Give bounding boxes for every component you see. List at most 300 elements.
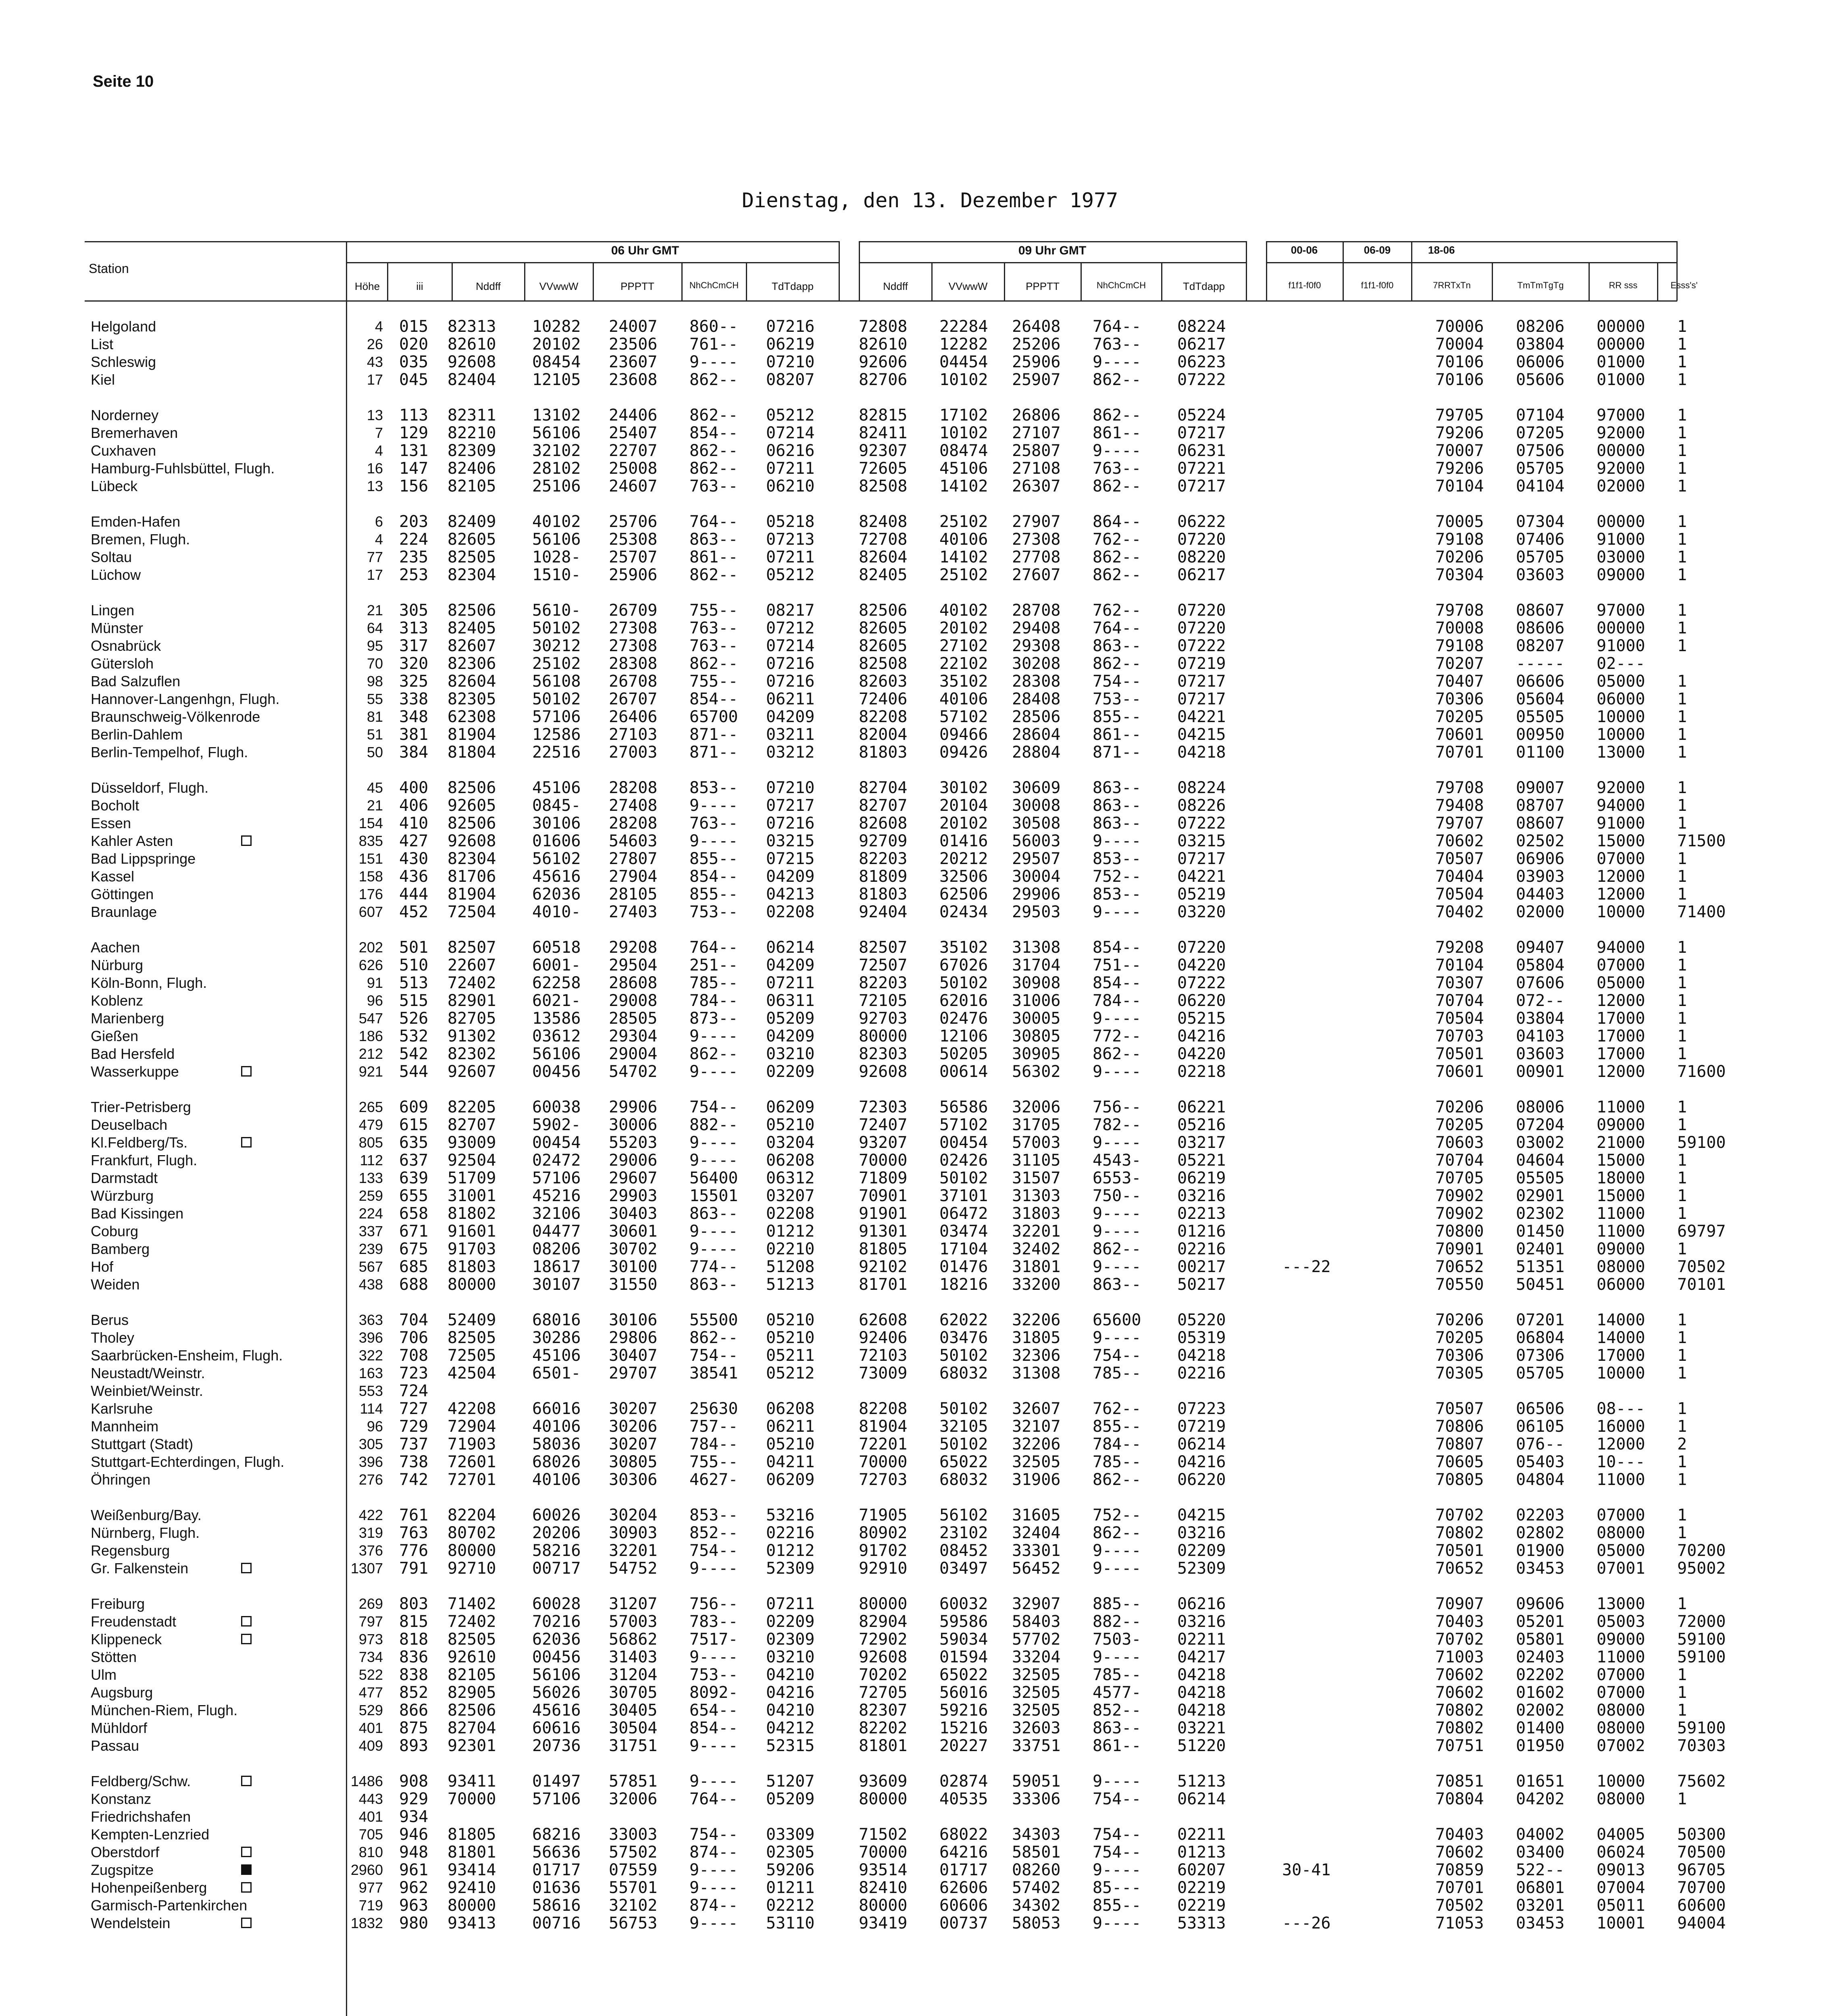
obs06-value: 764-- bbox=[689, 938, 738, 957]
obs06-value: 92410 bbox=[448, 1879, 496, 1897]
temp-value: 08606 bbox=[1516, 619, 1565, 637]
snow-value: 1 bbox=[1677, 406, 1687, 425]
obs06-value: 32102 bbox=[532, 442, 581, 460]
obs09-value: 92406 bbox=[859, 1329, 908, 1347]
gust-value: ---22 bbox=[1282, 1258, 1331, 1276]
station-elevation: 835 bbox=[358, 833, 383, 849]
station-name: Aachen bbox=[91, 939, 140, 956]
obs09-value: 57102 bbox=[939, 1116, 988, 1134]
obs09-value: 9---- bbox=[1093, 1648, 1141, 1666]
table-row bbox=[0, 638, 1828, 654]
precip-value: 01000 bbox=[1597, 353, 1645, 371]
obs06-value: 81802 bbox=[448, 1204, 496, 1223]
obs06-value: 07212 bbox=[766, 619, 815, 637]
obs09-value: 04221 bbox=[1177, 867, 1226, 886]
station-index: 671 bbox=[399, 1222, 429, 1241]
obs06-value: 04209 bbox=[766, 867, 815, 886]
obs06-value: 27807 bbox=[609, 850, 658, 868]
temp-value: 05505 bbox=[1516, 708, 1565, 726]
temp-value: 05201 bbox=[1516, 1612, 1565, 1631]
mountain-station-box-icon bbox=[241, 1137, 252, 1148]
obs09-value: 06219 bbox=[1177, 1169, 1226, 1187]
obs06-value: 05212 bbox=[766, 406, 815, 425]
extreme-temp-value: 70008 bbox=[1435, 619, 1484, 637]
obs06-value: 81801 bbox=[448, 1843, 496, 1862]
station-name: Lüchow bbox=[91, 566, 141, 583]
temp-value: 072-- bbox=[1516, 991, 1565, 1010]
obs06-value: 00717 bbox=[532, 1559, 581, 1578]
obs06-value: 860-- bbox=[689, 317, 738, 336]
obs09-value: 04220 bbox=[1177, 1045, 1226, 1063]
obs06-value: 56636 bbox=[532, 1843, 581, 1862]
obs06-value: 25102 bbox=[532, 654, 581, 673]
obs09-value: 33204 bbox=[1012, 1648, 1061, 1666]
col06-3: NhChCmCH bbox=[689, 280, 739, 290]
extreme-temp-value: 70901 bbox=[1435, 1240, 1484, 1258]
precip-value: 15000 bbox=[1597, 832, 1645, 850]
table-row bbox=[0, 602, 1828, 619]
precip-value: 07000 bbox=[1597, 956, 1645, 975]
obs09-value: 82904 bbox=[859, 1612, 908, 1631]
station-index: 763 bbox=[399, 1524, 429, 1542]
obs09-value: 785-- bbox=[1093, 1453, 1141, 1471]
obs06-value: 31403 bbox=[609, 1648, 658, 1666]
col06-0: Nddff bbox=[476, 280, 501, 292]
obs06-value: 25308 bbox=[609, 530, 658, 549]
extreme-temp-value: 70307 bbox=[1435, 974, 1484, 992]
snow-value: 70500 bbox=[1677, 1843, 1726, 1862]
precip-value: 17000 bbox=[1597, 1027, 1645, 1045]
obs06-value: 72505 bbox=[448, 1346, 496, 1365]
obs09-value: 852-- bbox=[1093, 1701, 1141, 1720]
temp-value: 03453 bbox=[1516, 1559, 1565, 1578]
obs06-value: 32102 bbox=[609, 1896, 658, 1915]
snow-value: 69797 bbox=[1677, 1222, 1726, 1241]
obs06-value: 871-- bbox=[689, 725, 738, 744]
extreme-temp-value: 79206 bbox=[1435, 424, 1484, 442]
obs09-value: 20102 bbox=[939, 814, 988, 833]
station-elevation: 401 bbox=[358, 1808, 383, 1825]
obs09-value: 02211 bbox=[1177, 1825, 1226, 1844]
temp-value: 03804 bbox=[1516, 335, 1565, 354]
obs06-value: 26708 bbox=[609, 672, 658, 691]
station-name: Ulm bbox=[91, 1666, 117, 1683]
extreme-temp-value: 70701 bbox=[1435, 743, 1484, 762]
table-row bbox=[0, 407, 1828, 423]
obs06-value: 27103 bbox=[609, 725, 658, 744]
precip-value: 10--- bbox=[1597, 1453, 1645, 1471]
precip-value: 06000 bbox=[1597, 1275, 1645, 1294]
obs06-value: 251-- bbox=[689, 956, 738, 975]
precip-value: 07000 bbox=[1597, 1506, 1645, 1524]
obs06-value: 28308 bbox=[609, 654, 658, 673]
table-row bbox=[0, 1897, 1828, 1914]
station-index: 515 bbox=[399, 991, 429, 1010]
table-row bbox=[0, 336, 1828, 352]
station-name: Hannover-Langenhgn, Flugh. bbox=[91, 691, 280, 707]
obs06-value: 82313 bbox=[448, 317, 496, 336]
obs09-value: 32306 bbox=[1012, 1346, 1061, 1365]
table-row bbox=[0, 1525, 1828, 1541]
obs09-value: 01717 bbox=[939, 1861, 988, 1879]
table-row bbox=[0, 1667, 1828, 1683]
obs06-value: 52309 bbox=[766, 1559, 815, 1578]
obs09-value: 10102 bbox=[939, 424, 988, 442]
snow-value: 1 bbox=[1677, 725, 1687, 744]
obs09-value: 30908 bbox=[1012, 974, 1061, 992]
obs06-value: 5902- bbox=[532, 1116, 581, 1134]
obs06-value: 30702 bbox=[609, 1240, 658, 1258]
obs06-value: 24607 bbox=[609, 477, 658, 496]
obs09-value: 863-- bbox=[1093, 1719, 1141, 1737]
obs09-value: 9---- bbox=[1093, 1861, 1141, 1879]
obs09-value: 750-- bbox=[1093, 1187, 1141, 1205]
station-name: Koblenz bbox=[91, 992, 144, 1009]
station-elevation: 16 bbox=[366, 460, 383, 477]
snow-value: 1 bbox=[1677, 424, 1687, 442]
obs06-value: 07210 bbox=[766, 353, 815, 371]
temp-value: 07204 bbox=[1516, 1116, 1565, 1134]
station-index: 929 bbox=[399, 1790, 429, 1808]
station-index: 688 bbox=[399, 1275, 429, 1294]
obs09-value: 70000 bbox=[859, 1453, 908, 1471]
obs09-value: 92703 bbox=[859, 1009, 908, 1028]
obs09-value: 59216 bbox=[939, 1701, 988, 1720]
table-row bbox=[0, 1206, 1828, 1222]
obs09-value: 862-- bbox=[1093, 654, 1141, 673]
snow-value: 71500 bbox=[1677, 832, 1726, 850]
station-name: Osnabrück bbox=[91, 637, 161, 654]
mountain-station-box-icon bbox=[241, 1616, 252, 1627]
obs06-value: 60038 bbox=[532, 1098, 581, 1116]
obs09-value: 753-- bbox=[1093, 690, 1141, 708]
obs06-value: 754-- bbox=[689, 1346, 738, 1365]
obs06-value: 04209 bbox=[766, 956, 815, 975]
obs06-value: 72402 bbox=[448, 1612, 496, 1631]
obs06-value: 27904 bbox=[609, 867, 658, 886]
obs09-value: 28604 bbox=[1012, 725, 1061, 744]
obs06-value: 12586 bbox=[532, 725, 581, 744]
station-name: Lingen bbox=[91, 602, 135, 619]
station-index: 129 bbox=[399, 424, 429, 442]
obs06-value: 82505 bbox=[448, 1329, 496, 1347]
obs09-value: 50217 bbox=[1177, 1275, 1226, 1294]
table-row bbox=[0, 1312, 1828, 1328]
temp-value: 02401 bbox=[1516, 1240, 1565, 1258]
station-elevation: 158 bbox=[358, 868, 383, 885]
precip-value: 10000 bbox=[1597, 903, 1645, 921]
obs09-value: 92608 bbox=[859, 1062, 908, 1081]
obs06-value: 25407 bbox=[609, 424, 658, 442]
obs09-value: 861-- bbox=[1093, 424, 1141, 442]
table-body bbox=[0, 319, 1828, 2016]
station-elevation: 1832 bbox=[350, 1915, 383, 1931]
obs09-value: 82704 bbox=[859, 779, 908, 797]
table-row bbox=[0, 1472, 1828, 1488]
table-row bbox=[0, 620, 1828, 636]
station-name: Zugspitze bbox=[91, 1862, 154, 1878]
obs09-value: 14102 bbox=[939, 477, 988, 496]
obs06-value: 07216 bbox=[766, 672, 815, 691]
obs09-value: 62016 bbox=[939, 991, 988, 1010]
obs06-value: 82506 bbox=[448, 779, 496, 797]
obs09-value: 71905 bbox=[859, 1506, 908, 1524]
obs06-value: 58216 bbox=[532, 1541, 581, 1560]
snow-value: 1 bbox=[1677, 1240, 1687, 1258]
obs09-value: 82303 bbox=[859, 1045, 908, 1063]
obs09-value: 20227 bbox=[939, 1737, 988, 1755]
obs06-value: 07216 bbox=[766, 317, 815, 336]
table-row bbox=[0, 1773, 1828, 1789]
obs06-value: 92607 bbox=[448, 1062, 496, 1081]
obs06-value: 54603 bbox=[609, 832, 658, 850]
precip-value: 92000 bbox=[1597, 459, 1645, 478]
obs09-value: 05215 bbox=[1177, 1009, 1226, 1028]
obs06-value: 862-- bbox=[689, 1045, 738, 1063]
obs06-value: 29707 bbox=[609, 1364, 658, 1383]
table-row bbox=[0, 1046, 1828, 1062]
snow-value: 1 bbox=[1677, 477, 1687, 496]
obs09-value: 30508 bbox=[1012, 814, 1061, 833]
mountain-station-box-icon bbox=[241, 1847, 252, 1857]
obs06-value: 30903 bbox=[609, 1524, 658, 1542]
obs06-value: 03210 bbox=[766, 1045, 815, 1063]
obs09-value: 764-- bbox=[1093, 317, 1141, 336]
obs09-value: 754-- bbox=[1093, 1790, 1141, 1808]
obs09-value: 56586 bbox=[939, 1098, 988, 1116]
table-row bbox=[0, 1401, 1828, 1417]
precip-value: 15000 bbox=[1597, 1187, 1645, 1205]
obs09-value: 01594 bbox=[939, 1648, 988, 1666]
tm-header: TmTmTgTg bbox=[1517, 280, 1564, 290]
obs06-value: 784-- bbox=[689, 991, 738, 1010]
station-elevation: 529 bbox=[358, 1702, 383, 1718]
station-name: Neustadt/Weinstr. bbox=[91, 1365, 205, 1381]
precip-value: 00000 bbox=[1597, 442, 1645, 460]
obs06-value: 58036 bbox=[532, 1435, 581, 1454]
obs09-value: 31705 bbox=[1012, 1116, 1061, 1134]
obs09-value: 30102 bbox=[939, 779, 988, 797]
obs06-value: 9---- bbox=[689, 1559, 738, 1578]
obs06-value: 04211 bbox=[766, 1453, 815, 1471]
obs09-value: 02209 bbox=[1177, 1541, 1226, 1560]
extreme-temp-value: 70602 bbox=[1435, 1843, 1484, 1862]
obs09-value: 40106 bbox=[939, 530, 988, 549]
obs06-value: 754-- bbox=[689, 1098, 738, 1116]
obs09-value: 00217 bbox=[1177, 1258, 1226, 1276]
obs09-value: 06472 bbox=[939, 1204, 988, 1223]
station-name: Saarbrücken-Ensheim, Flugh. bbox=[91, 1347, 283, 1364]
obs09-value: 58053 bbox=[1012, 1914, 1061, 1933]
obs09-value: 00454 bbox=[939, 1133, 988, 1152]
obs09-value: 59051 bbox=[1012, 1772, 1061, 1791]
obs06-value: 761-- bbox=[689, 335, 738, 354]
station-elevation: 376 bbox=[358, 1542, 383, 1559]
station-elevation: 64 bbox=[366, 620, 383, 636]
station-elevation: 305 bbox=[358, 1436, 383, 1452]
obs06-value: 57106 bbox=[532, 708, 581, 726]
obs09-value: 65022 bbox=[939, 1453, 988, 1471]
obs09-value: 28708 bbox=[1012, 601, 1061, 620]
station-elevation: 163 bbox=[358, 1365, 383, 1381]
obs06-value: 03204 bbox=[766, 1133, 815, 1152]
station-index: 113 bbox=[399, 406, 429, 425]
table-row bbox=[0, 1791, 1828, 1807]
station-name: Deuselbach bbox=[91, 1116, 168, 1133]
precip-value: 91000 bbox=[1597, 530, 1645, 549]
obs06-value: 45106 bbox=[532, 1346, 581, 1365]
temp-value: 05705 bbox=[1516, 1364, 1565, 1383]
obs09-value: 9---- bbox=[1093, 1329, 1141, 1347]
extreme-temp-value: 70703 bbox=[1435, 1027, 1484, 1045]
table-row bbox=[0, 1099, 1828, 1115]
obs06-value: 654-- bbox=[689, 1701, 738, 1720]
obs09-value: 08224 bbox=[1177, 779, 1226, 797]
station-elevation: 176 bbox=[358, 886, 383, 902]
temp-value: 04002 bbox=[1516, 1825, 1565, 1844]
obs06-value: 29906 bbox=[609, 1098, 658, 1116]
obs06-value: 55701 bbox=[609, 1879, 658, 1897]
precip-value: 94000 bbox=[1597, 938, 1645, 957]
obs09-value: 32402 bbox=[1012, 1240, 1061, 1258]
obs09-value: 82307 bbox=[859, 1701, 908, 1720]
obs06-value: 42208 bbox=[448, 1400, 496, 1418]
obs06-value: 82409 bbox=[448, 512, 496, 531]
obs09-value: 01476 bbox=[939, 1258, 988, 1276]
snow-value: 1 bbox=[1677, 335, 1687, 354]
obs09-value: 70000 bbox=[859, 1151, 908, 1170]
obs09-value: 27108 bbox=[1012, 459, 1061, 478]
obs09-value: 62606 bbox=[939, 1879, 988, 1897]
obs06-value: 862-- bbox=[689, 654, 738, 673]
obs09-value: 30004 bbox=[1012, 867, 1061, 886]
obs09-value: 57003 bbox=[1012, 1133, 1061, 1152]
station-elevation: 4 bbox=[375, 531, 383, 548]
obs06-value: 07210 bbox=[766, 779, 815, 797]
station-index: 791 bbox=[399, 1559, 429, 1578]
snow-value: 1 bbox=[1677, 548, 1687, 566]
station-index: 501 bbox=[399, 938, 429, 957]
extreme-temp-value: 70652 bbox=[1435, 1258, 1484, 1276]
mountain-station-box-icon bbox=[241, 1776, 252, 1786]
precip-value: 09000 bbox=[1597, 566, 1645, 584]
obs06-value: 785-- bbox=[689, 974, 738, 992]
extreme-temp-value: 70805 bbox=[1435, 1470, 1484, 1489]
obs09-value: 22102 bbox=[939, 654, 988, 673]
obs09-value: 20212 bbox=[939, 850, 988, 868]
obs09-value: 08226 bbox=[1177, 796, 1226, 815]
snow-value: 1 bbox=[1677, 317, 1687, 336]
obs06-value: 02472 bbox=[532, 1151, 581, 1170]
extreme-temp-value: 79206 bbox=[1435, 459, 1484, 478]
obs06-value: 38541 bbox=[689, 1364, 738, 1383]
obs09-value: 65022 bbox=[939, 1666, 988, 1684]
station-name: Göttingen bbox=[91, 886, 154, 902]
obs09-value: 62022 bbox=[939, 1311, 988, 1329]
temp-value: 08006 bbox=[1516, 1098, 1565, 1116]
obs06-value: 1028- bbox=[532, 548, 581, 566]
obs06-value: 56862 bbox=[609, 1630, 658, 1649]
station-elevation: 17 bbox=[366, 566, 383, 583]
obs09-value: 92307 bbox=[859, 442, 908, 460]
obs06-value: 06208 bbox=[766, 1400, 815, 1418]
obs09-value: 01213 bbox=[1177, 1843, 1226, 1862]
table-row bbox=[0, 1436, 1828, 1452]
extreme-temp-value: 70306 bbox=[1435, 1346, 1484, 1365]
obs06-value: 56106 bbox=[532, 1045, 581, 1063]
obs09-value: 782-- bbox=[1093, 1116, 1141, 1134]
obs06-value: 30705 bbox=[609, 1683, 658, 1702]
temp-value: 06006 bbox=[1516, 353, 1565, 371]
table-row bbox=[0, 1560, 1828, 1577]
station-name: Bocholt bbox=[91, 797, 139, 814]
obs06-value: 82505 bbox=[448, 1630, 496, 1649]
table-row bbox=[0, 1507, 1828, 1523]
obs09-value: 853-- bbox=[1093, 850, 1141, 868]
station-name: Bamberg bbox=[91, 1241, 150, 1257]
precip-value: 92000 bbox=[1597, 424, 1645, 442]
obs06-value: 06209 bbox=[766, 1098, 815, 1116]
obs06-value: 71402 bbox=[448, 1595, 496, 1613]
obs09-value: 31308 bbox=[1012, 1364, 1061, 1383]
obs09-value: 92606 bbox=[859, 353, 908, 371]
obs06-value: 51207 bbox=[766, 1772, 815, 1791]
temp-value: 05705 bbox=[1516, 459, 1565, 478]
snow-value: 1 bbox=[1677, 956, 1687, 975]
station-index: 542 bbox=[399, 1045, 429, 1063]
obs06-value: 82205 bbox=[448, 1098, 496, 1116]
temp-value: 02502 bbox=[1516, 832, 1565, 850]
obs06-value: 82405 bbox=[448, 619, 496, 637]
precip-value: 06024 bbox=[1597, 1843, 1645, 1862]
precip-value: 05000 bbox=[1597, 974, 1645, 992]
temp-value: 03804 bbox=[1516, 1009, 1565, 1028]
precip-value: 09000 bbox=[1597, 1116, 1645, 1134]
station-index: 742 bbox=[399, 1470, 429, 1489]
station-index: 723 bbox=[399, 1364, 429, 1383]
precip-value: 08000 bbox=[1597, 1524, 1645, 1542]
obs06-value: 29208 bbox=[609, 938, 658, 957]
table-row bbox=[0, 1720, 1828, 1736]
obs09-value: 30905 bbox=[1012, 1045, 1061, 1063]
obs06-value: 59206 bbox=[766, 1861, 815, 1879]
obs09-value: 72605 bbox=[859, 459, 908, 478]
obs09-value: 864-- bbox=[1093, 512, 1141, 531]
snow-value: 70200 bbox=[1677, 1541, 1726, 1560]
station-elevation: 734 bbox=[358, 1649, 383, 1665]
obs09-value: 27107 bbox=[1012, 424, 1061, 442]
precip-value: 11000 bbox=[1597, 1098, 1645, 1116]
obs06-value: 07213 bbox=[766, 530, 815, 549]
obs06-value: 30601 bbox=[609, 1222, 658, 1241]
extreme-temp-value: 71003 bbox=[1435, 1648, 1484, 1666]
obs06-value: 29008 bbox=[609, 991, 658, 1010]
obs09-value: 29906 bbox=[1012, 885, 1061, 904]
station-name: Soltau bbox=[91, 549, 132, 565]
obs06-value: 02210 bbox=[766, 1240, 815, 1258]
obs09-value: 25906 bbox=[1012, 353, 1061, 371]
snow-value: 94004 bbox=[1677, 1914, 1726, 1933]
table-row bbox=[0, 993, 1828, 1009]
obs06-value: 06208 bbox=[766, 1151, 815, 1170]
obs09-value: 32404 bbox=[1012, 1524, 1061, 1542]
snow-value: 75602 bbox=[1677, 1772, 1726, 1791]
station-index: 963 bbox=[399, 1896, 429, 1915]
obs09-value: 58501 bbox=[1012, 1843, 1061, 1862]
obs06-value: 07211 bbox=[766, 459, 815, 478]
station-name: List bbox=[91, 336, 114, 352]
extreme-temp-value: 70800 bbox=[1435, 1222, 1484, 1241]
